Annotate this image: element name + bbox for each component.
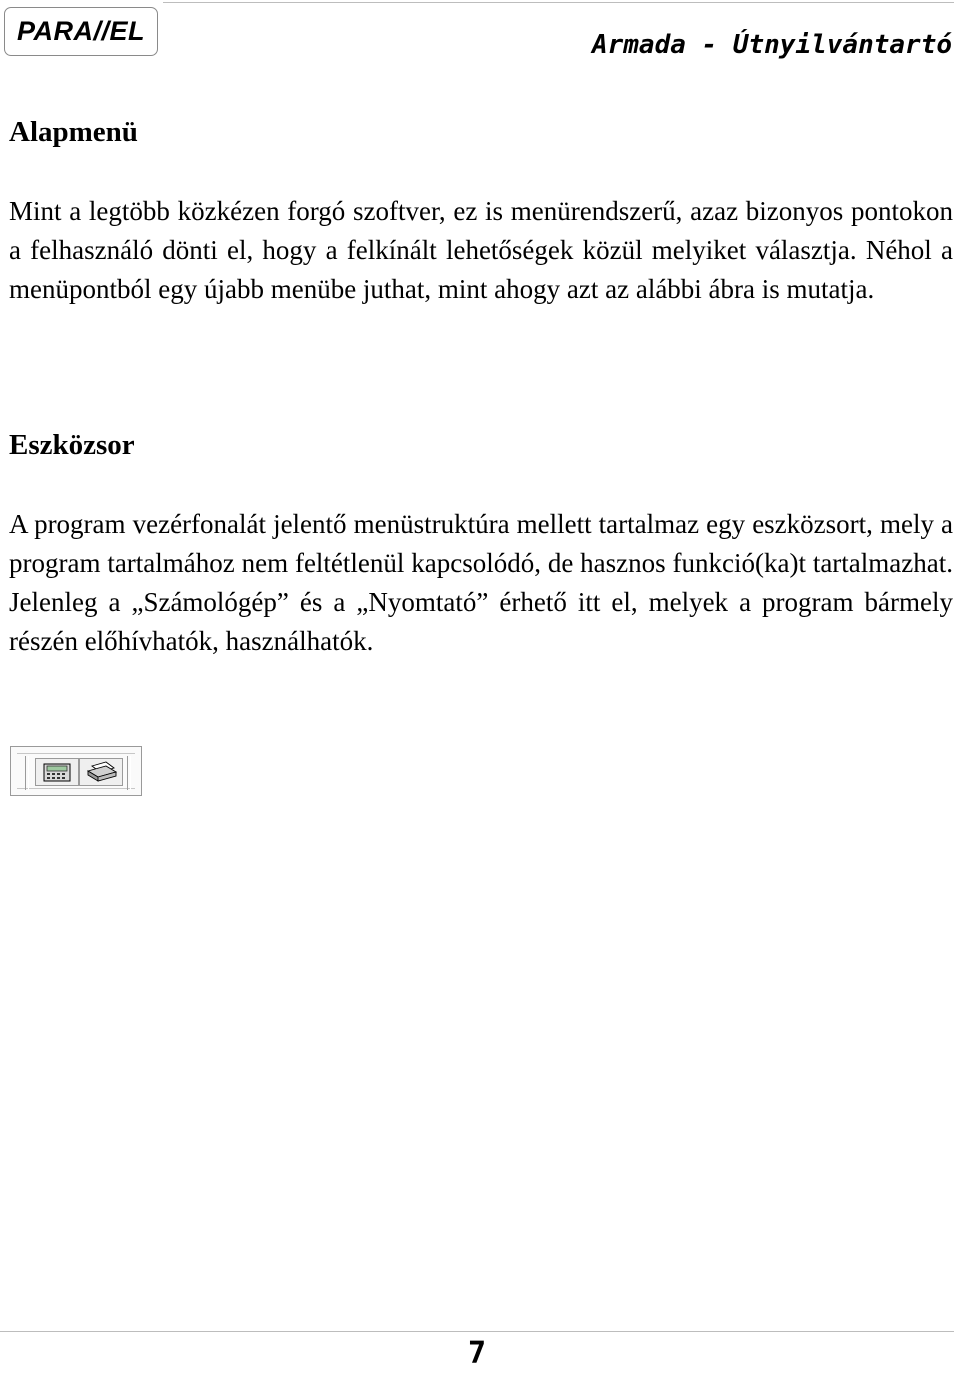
toolbar-separator-left — [25, 756, 29, 790]
parallel-logo — [4, 7, 158, 56]
page-number: 7 — [468, 1336, 487, 1371]
section-paragraph-eszkozsor: A program vezérfonalát jelentő menüstruktúra mellett tartalmaz egy eszközsort, mely a program tartalmához nem feltétlenül kapcsolódó, de hasznos funkció(ka)t tartalmazhat. Jelenleg a „Számológép” és a „Nyomtató” érhető itt el, melyek a program bármely részén előhívhatók, használhatók. — [9, 509, 953, 656]
calculator-icon — [36, 759, 78, 785]
document-title: Armada - Útnyilvántartó — [591, 30, 952, 60]
header-rule — [163, 2, 954, 3]
footer-rule — [0, 1331, 954, 1332]
section-heading-alapmenu: Alapmenü — [9, 116, 138, 148]
printer-button[interactable] — [79, 758, 123, 786]
printer-icon — [80, 759, 122, 785]
section-paragraph-alapmenu: Mint a legtöbb közkézen forgó szoftver, ez is menürendszerű, azaz bizonyos pontokon a felhasználó dönti el, hogy a felkínált lehetőségek közül melyiket választja. Néhol a menüpontból egy újabb menübe juthat, mint ahogy azt az alábbi ábra is mutatja. — [9, 196, 953, 304]
toolbar-separator-right — [127, 756, 131, 790]
calculator-button[interactable] — [35, 758, 79, 786]
logo-text: PARA//EL — [17, 16, 146, 46]
section-heading-eszkozsor: Eszközsor — [9, 429, 135, 461]
toolbar-illustration — [10, 746, 142, 796]
toolbar-strip — [17, 753, 135, 789]
